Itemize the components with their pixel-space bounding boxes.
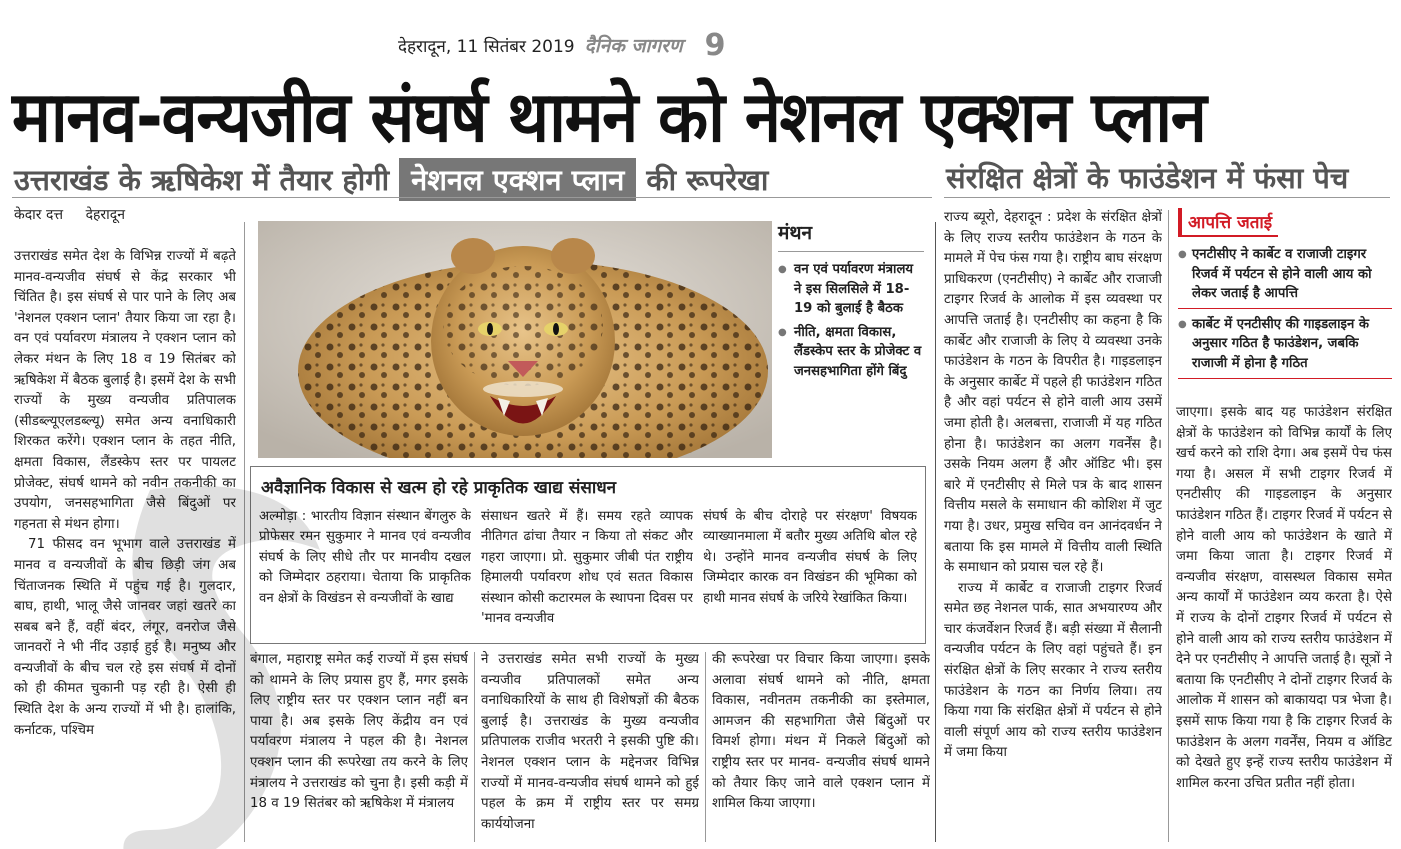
paragraph: राज्य में कार्बेट व राजाजी टाइगर रिजर्व समेत छह नेशनल पार्क, सात अभयारण्य और चार कंजर्वेशन रिजर्व हैं। बड़ी संख्या में सैलानी वन्यजीव पर्यटन के लिए वहां पहुंचते हैं। इन संरक्षित क्षेत्रों के लिए सरकार ने राज्य स्तरीय फाउंडेशन के गठन का निर्णय लिया। तय किया गया कि संरक्षित क्षेत्रों में पर्यटन से होने वाली संपूर्ण आय को राज्य स्तरीय फाउंडेशन में जमा किया bbox=[944, 580, 1162, 761]
leopard-photo bbox=[258, 221, 772, 458]
list-item: ● एनटीसीए ने कार्बेट व राजाजी टाइगर रिजर्व में पर्यटन से होने वाली आय को लेकर जताई है आपत्ति bbox=[1178, 245, 1392, 309]
sidebar-story-title: अवैज्ञानिक विकास से खत्म हो रहे प्राकृतिक खाद्य संसाधन bbox=[261, 478, 617, 498]
sidebar-story-box bbox=[250, 466, 926, 644]
article-column-3: ने उत्तराखंड समेत सभी राज्यों के मुख्य वन्यजीव प्रतिपालकों समेत अन्य वनाधिकारियों के साथ ही विशेषज्ञों की बैठक बुलाई है। उत्तराखंड के मुख्य वन्यजीव प्रतिपालक राजीव भरतरी ने इसकी पुष्टि की। नेशनल एक्शन प्लान के मद्देनजर विभिन्न राज्यों में मानव-वन्यजीव संघर्ष थामने को हुई पहल के क्रम में राष्ट्रीय स्तर पर समग्र कार्ययोजना bbox=[481, 652, 699, 832]
leopard-illustration bbox=[258, 221, 772, 458]
column-divider bbox=[474, 652, 475, 842]
divider bbox=[944, 197, 1390, 198]
section-divider bbox=[935, 222, 936, 842]
byline-place: देहरादून bbox=[85, 207, 125, 223]
subhead-left bbox=[14, 158, 768, 201]
subhead-before: उत्तराखंड के ऋषिकेश में तैयार होगी bbox=[14, 163, 390, 197]
paragraph: 71 फीसद वन भूभाग वाले उत्तराखंड में मानव व वन्यजीवों के बीच छिड़ी जंग अब चिंताजनक स्थिति में पहुंच गई है। गुलदार, बाघ, हाथी, भालू जैसे जानवर जहां खतरे का सबब बने हैं, वहीं बंदर, लंगूर, वनरोज जैसे जानवरों ने भी नींद उड़ाई हुई है। मनुष्य और वन्यजीवों के बीच चल रहे इस संघर्ष में दोनों को ही कीमत चुकानी पड़ रही है। ऐसी ही स्थिति देश के अन्य राज्यों में भी है। हालांकि, कर्नाटक, पश्चिम bbox=[14, 537, 236, 738]
list-item: ● नीति, क्षमता विकास, लैंडस्केप स्तर के प्रोजेक्ट व जनसहभागिता होंगे बिंदु bbox=[778, 323, 924, 382]
subhead-after: की रूपरेखा bbox=[646, 163, 769, 197]
list-item: ● वन एवं पर्यावरण मंत्रालय ने इस सिलसिले में 18-19 को बुलाई है बैठक bbox=[778, 260, 924, 319]
column-divider bbox=[705, 652, 706, 842]
article-column-1 bbox=[14, 247, 236, 845]
paragraph: राज्य ब्यूरो, देहरादून : प्रदेश के संरक्षित क्षेत्रों के लिए राज्य स्तरीय फाउंडेशन के गठन के मामले में पेच फंस गया है। राष्ट्रीय बाघ संरक्षण प्राधिकरण (एनटीसीए) ने कार्बेट और राजाजी टाइगर रिजर्व के आलोक में इस व्यवस्था पर आपत्ति जताई है। एनटीसीए का कहना है कि कार्बेट और राजाजी के लिए ये व्यवस्था उनके फाउंडेशन के गठन के विपरीत है। गाइडलाइन के अनुसार कार्बेट में पहले ही फाउंडेशन गठित है और वहां पर्यटन से होने वाली आय उसमें जमा होती है। अलबत्ता, राजाजी में यह गठित होना है। फाउंडेशन का अलग गवर्नेंस है। उसके नियम अलग हैं और ऑडिट भी। इस बारे में एनटीसीए से मिले पत्र के बाद शासन वित्तीय मसले के समाधान की कोशिश में जुट गया है। उधर, प्रमुख सचिव वन आनंदवर्धन ने बताया कि इस मामले में वित्तीय वाली स्थिति के समाधान को प्रयास चल रहे हैं। bbox=[944, 210, 1162, 576]
sidebar-story-column: संघर्ष के बीच दोराहे पर संरक्षण' विषयक व्याख्यानमाला में बतौर मुख्य अतिथि बोल रहे थे। उन्होंने मानव वन्यजीव संघर्ष के लिए जिम्मेदार कारक वन विखंडन की भूमिका को हाथी मानव संघर्ष के जरिये रेखांकित किया। bbox=[703, 509, 917, 606]
divider bbox=[12, 197, 932, 198]
main-headline: मानव-वन्यजीव संघर्ष थामने को नेशनल एक्शन प्लान bbox=[12, 76, 1206, 158]
column-divider bbox=[244, 222, 245, 842]
sidebar-story-column: अल्मोड़ा : भारतीय विज्ञान संस्थान बेंगलुरु के प्रोफेसर रमन सुकुमार ने मानव एवं वन्यजीव संघर्ष के लिए सीधे तौर पर मानवीय दखल को जिम्मेदार ठहराया। चेताया कि प्राकृतिक वन क्षेत्रों के विखंडन से वन्यजीवों के खाद्य bbox=[259, 509, 471, 606]
byline bbox=[14, 205, 125, 224]
masthead bbox=[398, 28, 778, 62]
aapatti-box bbox=[1178, 208, 1392, 394]
dateline: देहरादून, 11 सितंबर 2019 bbox=[398, 36, 575, 57]
list-item: ● कार्बेट में एनटीसीए की गाइडलाइन के अनुसार गठित है फाउंडेशन, जबकि राजाजी में होना है गठित bbox=[1178, 315, 1392, 379]
column-divider bbox=[1168, 210, 1169, 842]
page-number: 9 bbox=[704, 27, 726, 63]
sidebar-story-column: संसाधन खतरे में हैं। समय रहते व्यापक नीतिगत ढांचा तैयार न किया तो संकट और गहरा जाएगा। प्रो. सुकुमार जीबी पंत राष्ट्रीय हिमालयी पर्यावरण शोध एवं सतत विकास संस्थान कोसी कटारमल के स्थापना दिवस पर 'मानव वन्यजीव bbox=[481, 509, 693, 627]
right-article-column-1 bbox=[944, 208, 1162, 845]
aapatti-list bbox=[1178, 245, 1392, 379]
manthan-box bbox=[778, 219, 924, 459]
article-column-2: बंगाल, महाराष्ट्र समेत कई राज्यों में इस संघर्ष को थामने के लिए प्रयास हुए हैं, मगर इसके लिए राष्ट्रीय स्तर पर एक्शन प्लान नहीं बन पाया है। अब इसके लिए केंद्रीय वन एवं पर्यावरण मंत्रालय ने पहल की है। नेशनल एक्शन प्लान की रूपरेखा तय करने के लिए मंत्रालय ने उत्तराखंड को चुना है। इसी कड़ी में 18 व 19 सितंबर को ऋषिकेश में मंत्रालय bbox=[250, 652, 468, 812]
subhead-right: संरक्षित क्षेत्रों के फाउंडेशन में फंसा पेच bbox=[946, 161, 1349, 195]
article-column-4: की रूपरेखा पर विचार किया जाएगा। इसके अलावा संघर्ष थामने को नीति, क्षमता विकास, नवीनतम तकनीकी का इस्तेमाल, आमजन की सहभागिता जैसे बिंदुओं पर विमर्श होगा। मंथन में निकले बिंदुओं को राष्ट्रीय स्तर पर मानव- वन्यजीव संघर्ष थामने को तैयार किए जाने वाले एक्शन प्लान में शामिल किया जाएगा। bbox=[712, 652, 930, 812]
paragraph: उत्तराखंड समेत देश के विभिन्न राज्यों में बढ़ते मानव-वन्यजीव संघर्ष से केंद्र सरकार भी चिंतित है। इस संघर्ष से पार पाने के लिए अब 'नेशनल एक्शन प्लान' तैयार किया जा रहा है। वन एवं पर्यावरण मंत्रालय ने एक्शन प्लान को लेकर मंथन के लिए 18 व 19 सितंबर को ऋषिकेश में बैठक बुलाई है। इसमें देश के सभी राज्यों के मुख्य वन्यजीव प्रतिपालक (सीडब्ल्यूएलडब्ल्यू) समेत अन्य वनाधिकारी शिरकत करेंगे। एक्शन प्लान के तहत नीति, क्षमता विकास, लैंडस्केप स्तर पर पायलट प्रोजेक्ट, संघर्ष थामने को नवीन तकनीकी का उपयोग, जनसहभागिता जैसे बिंदुओं पर गहनता से मंथन होगा। bbox=[14, 249, 236, 532]
manthan-list bbox=[778, 260, 924, 381]
right-article-column-2: जाएगा। इसके बाद यह फाउंडेशन संरक्षित क्षेत्रों के फाउंडेशन को विभिन्न कार्यों के लिए खर्च करने को राशि देगा। अब इसमें पेच फंस गया है। असल में सभी टाइगर रिजर्व में एनटीसीए की गाइडलाइन के अनुसार फाउंडेशन गठित हैं। टाइगर रिजर्व में पर्यटन से होने वाली आय को फाउंडेशन के खाते में जमा किया जाता है। टाइगर रिजर्व में वन्यजीव संरक्षण, वासस्थल विकास समेत अन्य कार्यों में फाउंडेशन व्यय करता है। ऐसे में राज्य के दोनों टाइगर रिजर्व में पर्यटन से होने वाली आय को राज्य स्तरीय फाउंडेशन में देने पर एनटीसीए ने आपत्ति जताई है। सूत्रों ने बताया कि एनटीसीए ने दोनों टाइगर रिजर्व के आलोक में शासन को बाकायदा पत्र भेजा है। इसमें साफ किया गया है कि टाइगर रिजर्व के फाउंडेशन के अलग गवर्नेंस, नियम व ऑडिट को देखते हुए इन्हें राज्य स्तरीय फाउंडेशन में शामिल करना उचित प्रतीत नहीं होता। bbox=[1176, 405, 1392, 791]
aapatti-tag: आपत्ति जताई bbox=[1178, 208, 1278, 237]
byline-author: केदार दत्त bbox=[14, 207, 64, 223]
subhead-highlight: नेशनल एक्शन प्लान bbox=[399, 158, 636, 201]
manthan-title: मंथन bbox=[778, 219, 924, 252]
newspaper-name: दैनिक जागरण bbox=[584, 35, 683, 57]
